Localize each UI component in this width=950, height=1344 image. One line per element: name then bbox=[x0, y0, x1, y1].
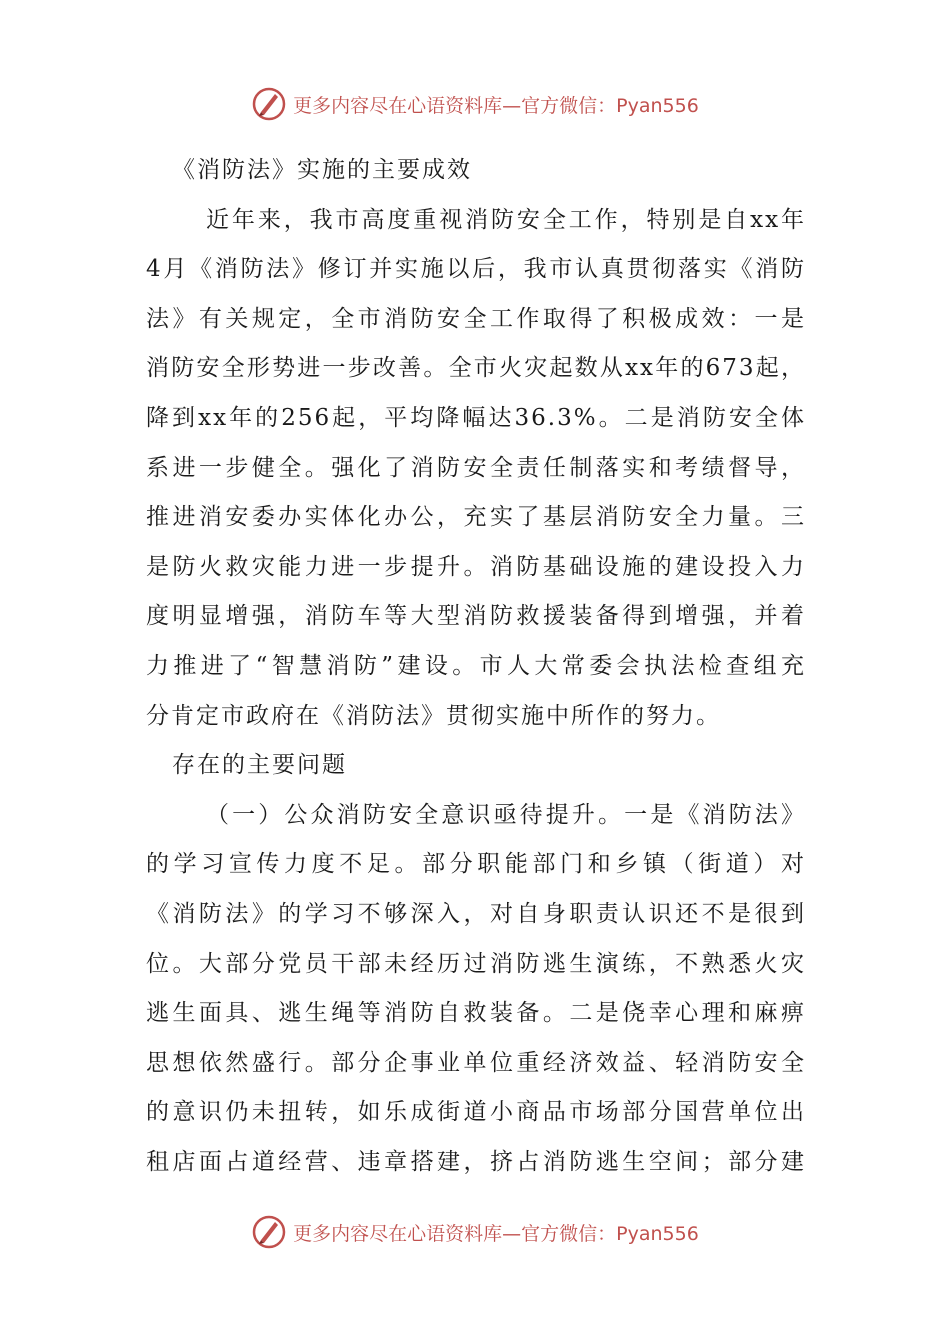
paragraph-line: 分肯定市政府在《消防法》贯彻实施中所作的努力。 bbox=[146, 702, 721, 729]
paragraph-line: 系进一步健全。强化了消防安全责任制落实和考绩督导， bbox=[146, 454, 806, 481]
paragraph-line: 推进消安委办实体化办公，充实了基层消防安全力量。三 bbox=[146, 504, 806, 531]
paragraph-line: 法》有关规定，全市消防安全工作取得了积极成效：一是 bbox=[146, 305, 806, 332]
document-body bbox=[146, 146, 806, 1187]
paragraph-line: 租店面占道经营、违章搭建，挤占消防逃生空间；部分建 bbox=[146, 1148, 806, 1175]
paragraph-line: 消防安全形势进一步改善。全市火灾起数从xx年的673起， bbox=[146, 355, 806, 382]
header-banner-text: 更多内容尽在心语资料库—官方微信：Pyan556 bbox=[293, 94, 699, 117]
paragraph-line: 力推进了“智慧消防”建设。市人大常委会执法检查组充 bbox=[146, 652, 806, 679]
paragraph-line: （一）公众消防安全意识亟待提升。一是《消防法》 bbox=[206, 801, 806, 828]
paragraph-line: 近年来，我市高度重视消防安全工作，特别是自xx年 bbox=[206, 206, 806, 233]
paragraph-line: 思想依然盛行。部分企事业单位重经济效益、轻消防安全 bbox=[146, 1049, 806, 1076]
paragraph-line: 的意识仍未扭转，如乐成街道小商品市场部分国营单位出 bbox=[146, 1099, 806, 1126]
section-heading: 《消防法》实施的主要成效 bbox=[172, 157, 472, 183]
paragraph-line: 降到xx年的256起，平均降幅达36.3%。二是消防安全体 bbox=[146, 404, 806, 431]
footer-watermark-banner bbox=[0, 1212, 950, 1252]
header-watermark-banner bbox=[0, 84, 950, 124]
paragraph-line: 的学习宣传力度不足。部分职能部门和乡镇（街道）对 bbox=[146, 851, 806, 878]
paragraph-line: 是防火救灾能力进一步提升。消防基础设施的建设投入力 bbox=[146, 553, 806, 580]
footer-banner-text: 更多内容尽在心语资料库—官方微信：Pyan556 bbox=[293, 1222, 699, 1245]
paragraph-line: 《消防法》的学习不够深入，对自身职责认识还不是很到 bbox=[146, 900, 806, 927]
pen-logo-icon bbox=[251, 1214, 287, 1250]
paragraph-line: 4月《消防法》修订并实施以后，我市认真贯彻落实《消防 bbox=[146, 256, 806, 283]
pen-logo-icon bbox=[251, 86, 287, 122]
paragraph-line: 度明显增强，消防车等大型消防救援装备得到增强，并着 bbox=[146, 603, 806, 630]
paragraph-line: 位。大部分党员干部未经历过消防逃生演练，不熟悉火灾 bbox=[146, 950, 806, 977]
paragraph-line: 逃生面具、逃生绳等消防自救装备。二是侥幸心理和麻痹 bbox=[146, 1000, 806, 1027]
section-heading: 存在的主要问题 bbox=[172, 752, 347, 779]
